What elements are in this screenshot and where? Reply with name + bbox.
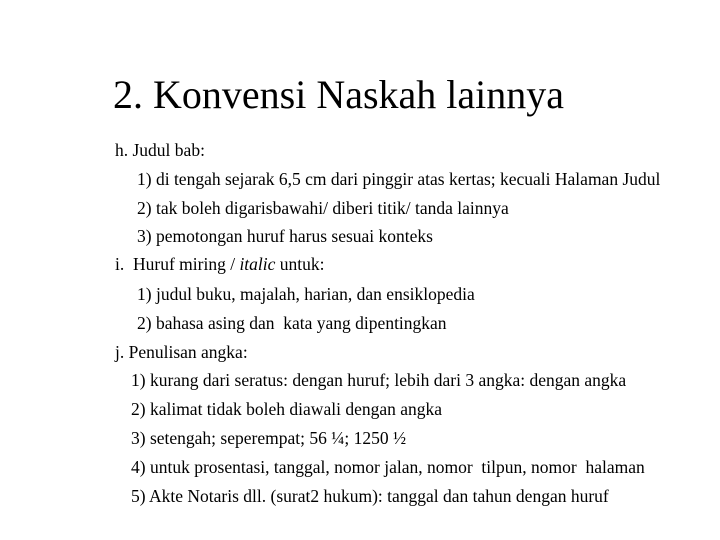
section-i-heading bbox=[115, 254, 325, 274]
section-i-heading-prefix: i. Huruf miring / bbox=[115, 254, 240, 274]
section-h-item-2: 2) tak boleh digarisbawahi/ diberi titik/ tanda lainnya bbox=[137, 198, 509, 218]
section-i-heading-italic: italic bbox=[239, 254, 276, 274]
section-h-heading: h. Judul bab: bbox=[115, 140, 205, 160]
section-i-item-1: 1) judul buku, majalah, harian, dan ensiklopedia bbox=[137, 284, 475, 304]
section-j-item-4: 4) untuk prosentasi, tanggal, nomor jalan, nomor tilpun, nomor halaman bbox=[131, 457, 645, 477]
section-j-item-3: 3) setengah; seperempat; 56 ¼; 1250 ½ bbox=[131, 428, 407, 448]
section-h-item-1: 1) di tengah sejarak 6,5 cm dari pinggir atas kertas; kecuali Halaman Judul bbox=[137, 169, 661, 189]
section-h-item-3: 3) pemotongan huruf harus sesuai konteks bbox=[137, 226, 433, 246]
section-j-item-5: 5) Akte Notaris dll. (surat2 hukum): tanggal dan tahun dengan huruf bbox=[131, 486, 609, 506]
section-j-item-1: 1) kurang dari seratus: dengan huruf; lebih dari 3 angka: dengan angka bbox=[131, 370, 627, 390]
section-i-item-2: 2) bahasa asing dan kata yang dipentingkan bbox=[137, 313, 447, 333]
section-j-item-2: 2) kalimat tidak boleh diawali dengan angka bbox=[131, 399, 443, 419]
slide-title: 2. Konvensi Naskah lainnya bbox=[113, 72, 565, 117]
section-j-heading: j. Penulisan angka: bbox=[115, 342, 248, 362]
section-i-heading-suffix: untuk: bbox=[275, 254, 325, 274]
